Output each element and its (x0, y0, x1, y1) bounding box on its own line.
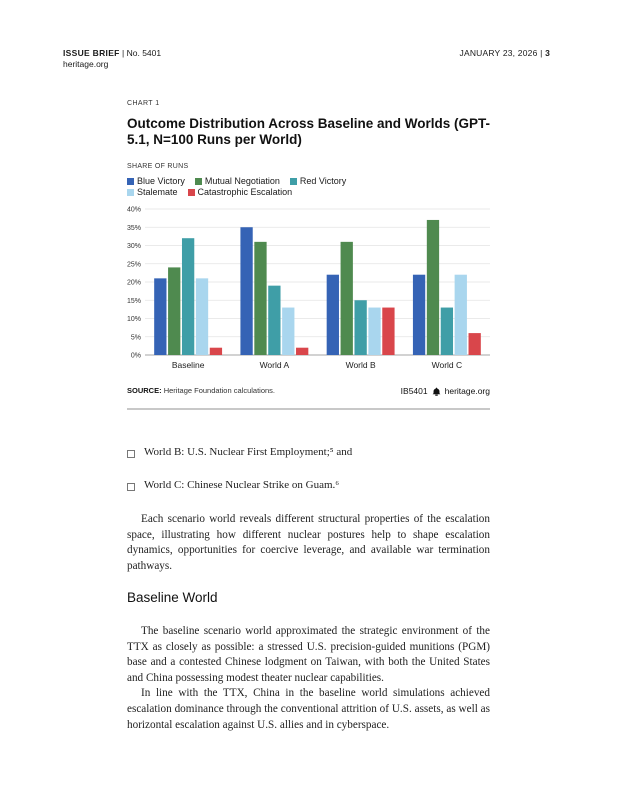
legend-item (127, 176, 185, 187)
bar (210, 348, 222, 355)
legend-swatch (290, 178, 297, 185)
legend-item (127, 187, 178, 198)
bar (413, 275, 425, 355)
legend-item (195, 176, 280, 187)
x-tick-label: Baseline (171, 360, 205, 370)
y-tick-label: 5% (130, 334, 141, 342)
x-tick-label: World B (345, 360, 376, 370)
y-tick-label: 30% (126, 243, 141, 250)
y-tick-label: 10% (126, 316, 141, 323)
bar (268, 286, 280, 355)
y-axis-label: SHARE OF RUNS (127, 163, 189, 170)
legend-label: Red Victory (299, 176, 347, 186)
bullet-text: World B: U.S. Nuclear First Employment;⁵ and (144, 446, 353, 458)
body-paragraphs (127, 624, 490, 733)
bar (254, 242, 266, 355)
bar (382, 308, 394, 355)
chart-kicker: CHART 1 (127, 100, 160, 107)
chart-legend (127, 176, 427, 198)
paragraph-text: Each scenario world reveals different structural properties of the escalation space, illustrating how different nuclear postures help to shape escalation dynamics, opportunities for coercive leverage, and available war termination pathways. (127, 513, 490, 572)
bar (168, 267, 180, 355)
bar (154, 278, 166, 355)
chart-title: Outcome Distribution Across Baseline and Worlds (GPT-5.1, N=100 Runs per World) (127, 116, 491, 147)
legend-label: Mutual Negotiation (204, 176, 280, 186)
legend-label: Stalemate (137, 187, 178, 197)
issue-brief-header (63, 48, 161, 70)
legend-swatch (127, 178, 134, 185)
chart-ref-site: heritage.org (444, 386, 490, 396)
list-item (127, 446, 352, 458)
bullet-square-icon (127, 450, 135, 458)
bar (469, 333, 481, 355)
x-tick-label: World A (259, 360, 290, 370)
page-number: 3 (545, 48, 550, 58)
bar (240, 227, 252, 355)
bar (368, 308, 380, 355)
bar (441, 308, 453, 355)
chart-source (127, 386, 275, 395)
list-item (127, 479, 339, 491)
bar (455, 275, 467, 355)
chart-code: IB5401 (400, 386, 428, 396)
bullet-text: World C: Chinese Nuclear Strike on Guam.⁶ (144, 479, 340, 491)
bullet-square-icon (127, 483, 135, 491)
bar (327, 275, 339, 355)
y-tick-label: 0% (130, 352, 141, 360)
header-site: heritage.org (63, 59, 109, 69)
x-tick-label: World C (431, 360, 463, 370)
y-tick-label: 35% (126, 224, 141, 232)
bar-chart (110, 200, 500, 378)
y-tick-label: 20% (126, 279, 141, 287)
paragraph-text: In line with the TTX, China in the baseline world simulations achieved escalation dominance through the conventional attrition of U.S. assets, as well as horizontal escalation against U.S. allies and in cyberspace. (127, 687, 490, 731)
legend-swatch (127, 189, 134, 196)
body-paragraph (127, 512, 490, 574)
paragraph-text: The baseline scenario world approximated the strategic environment of the TTX as closely as possible: a stressed U.S. precision-guided munitions (PGM) base and a contested Chinese lodgment on Taiwan, with both the United States and China possessing modest theater nuclear capabilities. (127, 625, 490, 684)
chart-reference (401, 386, 490, 396)
legend-label: Catastrophic Escalation (197, 187, 293, 197)
legend-swatch (188, 189, 195, 196)
bar (427, 220, 439, 355)
bar (341, 242, 353, 355)
legend-item (290, 176, 346, 187)
bar (196, 278, 208, 355)
bar (182, 238, 194, 355)
chart-divider (127, 408, 490, 410)
bar (354, 300, 366, 355)
y-tick-label: 15% (126, 297, 141, 305)
y-tick-label: 40% (126, 206, 141, 214)
legend-swatch (195, 178, 202, 185)
legend-label: Blue Victory (137, 176, 185, 186)
source-text: Heritage Foundation calculations. (163, 386, 276, 395)
bell-icon (432, 387, 441, 396)
header-separator: | (540, 48, 543, 58)
y-tick-label: 25% (126, 261, 141, 269)
issue-brief-number: | No. 5401 (122, 48, 162, 58)
bar (296, 348, 308, 355)
bar (282, 308, 294, 355)
source-label: SOURCE: (127, 386, 162, 395)
issue-brief-label: ISSUE BRIEF (63, 48, 120, 58)
section-heading: Baseline World (127, 590, 218, 605)
date-header (460, 48, 551, 58)
header-date: JANUARY 23, 2026 (459, 48, 538, 58)
legend-item (188, 187, 293, 198)
